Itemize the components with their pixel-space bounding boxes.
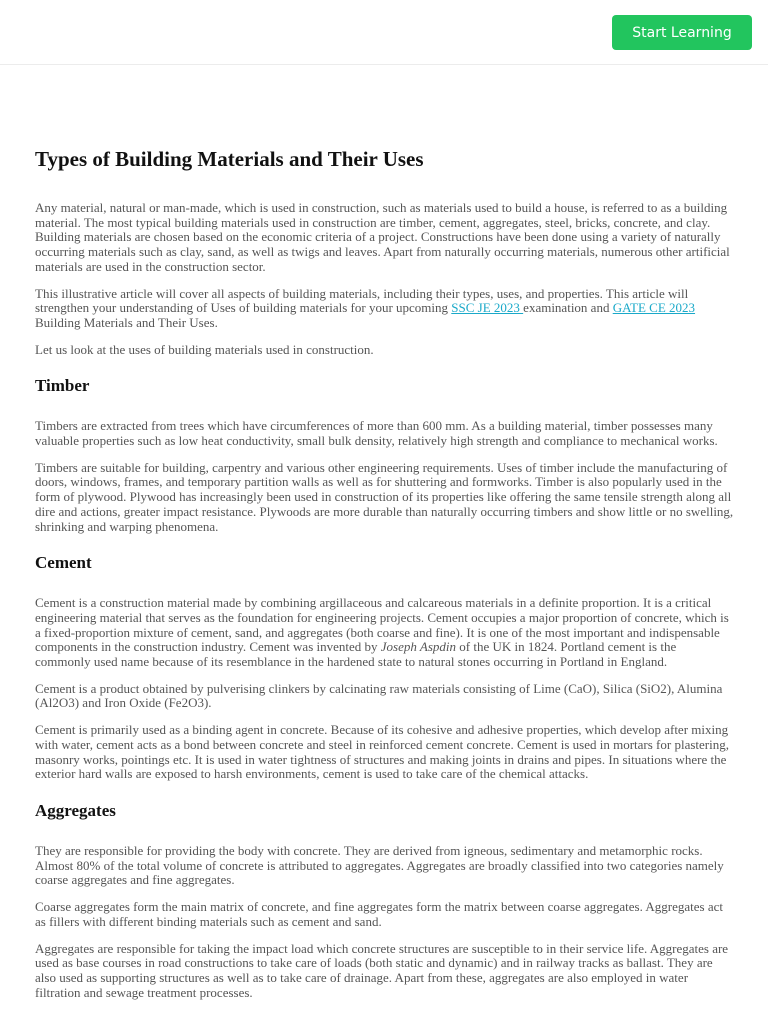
cement-paragraph-1 — [35, 596, 735, 670]
ssc-je-link[interactable]: SSC JE 2023 — [451, 300, 524, 316]
cement-text-b: of the UK in 1824. Portland cement is the commonly used name because of its resemblance in the hardened state to natural stones occurring in Portland in England. — [35, 639, 677, 670]
top-bar — [0, 0, 768, 65]
intro-paragraph-1: Any material, natural or man-made, which is used in construction, such as materials used to build a house, is referred to as a building material. The most typical building materials used in construction are timber, cement, aggregates, steel, bricks, concrete, and clay. Building materials are chosen based on the economic criteria of a project. Constructions have been done using a variety of naturally occurring materials such as clay, sand, as well as twigs and leaves. Apart from naturally occurring materials, numerous other artificial materials are used in the construction sector. — [35, 200, 730, 274]
intro-text-c: Building Materials and Their Uses. — [35, 314, 218, 330]
cement-text-a: Cement is a construction material made by combining argillaceous and calcareous materials in a definite proportion. It is a critical engineering material that serves as the foundation for engineering projects. Cement occupies a major proportion of concrete, which is a fixed-proportion mixture of cement, sand, and aggregates (both coarse and fine). It is one of the most important and indispensable components in the construction industry. Cement was invented by — [35, 595, 729, 655]
cement-paragraph-2: Cement is a product obtained by pulverising clinkers by calcinating raw materials consisting of Lime (CaO), Silica (SiO2), Alumina (Al2O3) and Iron Oxide (Fe2O3). — [35, 680, 723, 711]
timber-paragraph-2: Timbers are suitable for building, carpentry and various other engineering requirements. Uses of timber include the manufacturing of doors, windows, frames, and temporary partition walls as well as for shuttering and formworks. Timber is also popularly used in the form of plywood. Plywood has increasingly been used in construction of its properties like offering the same tensile strength along all dire and actions, greater impact resistance. Plywoods are more durable than naturally occurring timbers and show little or no swelling, shrinking and warping phenomena. — [35, 459, 734, 534]
gate-ce-link[interactable]: GATE CE 2023 — [612, 300, 696, 316]
aggregates-paragraph-2: Coarse aggregates form the main matrix of concrete, and fine aggregates form the matrix between coarse aggregates. Aggregates act as fillers with different binding materials such as cement and sand. — [35, 899, 723, 929]
aggregates-paragraph-3: Aggregates are responsible for taking the impact load which concrete structures are susceptible to in their service life. Aggregates are used as base courses in road constructions to take care of loads (both static and dynamic) and in railway tracks as ballast. They are also used as supporting structures as well as to take care of drainage. Apart from these, aggregates are also employed in water filtration and sewage treatment processes. — [35, 940, 729, 1000]
aggregates-paragraph-1: They are responsible for providing the body with concrete. They are derived from igneous, sedimentary and metamorphic rocks. Almost 80% of the total volume of concrete is attributed to aggregates. Aggregates are broadly classified into two categories namely coarse aggregates and fine aggregates. — [35, 842, 724, 888]
inventor-name: Joseph Aspdin — [380, 639, 456, 655]
cement-paragraph-3: Cement is primarily used as a binding agent in concrete. Because of its cohesive and adhesive properties, which develop after mixing with water, cement acts as a bond between concrete and steel in reinforced cement concrete. Cement is used in mortars for plastering, masonry works, pointings etc. It is used in water tightness of structures and making joints in drains and pipes. In situations where the exterior hard walls are exposed to harsh environments, cement is used to take care of the chemical attacks. — [35, 722, 729, 782]
intro-text-a: This illustrative article will cover all aspects of building materials, including their types, uses, and properties. This article will strengthen your understanding of Uses of building materials for your upcoming — [35, 285, 689, 316]
aggregates-heading: Aggregates — [35, 800, 116, 820]
cement-heading: Cement — [35, 553, 92, 573]
intro-paragraph-3: Let us look at the uses of building materials used in construction. — [35, 341, 374, 357]
intro-text-b: examination and — [523, 300, 613, 316]
timber-heading: Timber — [35, 376, 90, 396]
start-learning-button[interactable]: Start Learning — [612, 15, 752, 50]
article-title: Types of Building Materials and Their Uses — [35, 147, 424, 171]
article — [35, 145, 735, 1012]
timber-paragraph-1: Timbers are extracted from trees which have circumferences of more than 600 mm. As a building material, timber possesses many valuable properties such as low heat conductivity, small bulk density, relatively high strength and compliance to mechanical works. — [35, 418, 718, 449]
intro-paragraph-2 — [35, 287, 735, 331]
